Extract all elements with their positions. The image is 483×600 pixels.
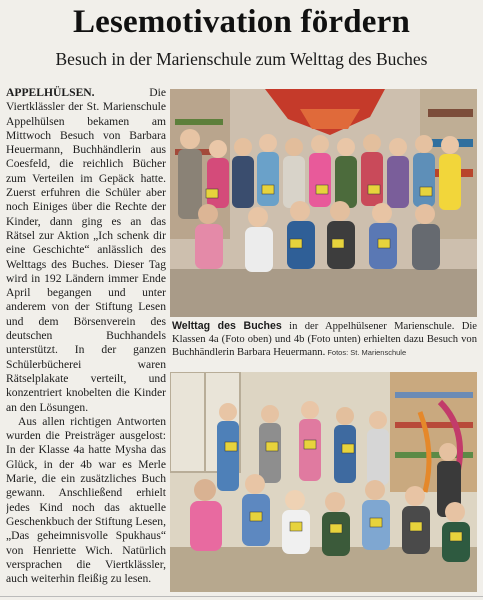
article-paragraph-1: [6, 86, 166, 415]
subheadline: Besuch in der Marienschule zum Welttag des Buches: [55, 49, 428, 69]
article-paragraph-2: Aus allen richtigen Antworten wurden die Preisträger ausgelost: In der Klasse 4a hatte Mysha das Glück, in der 4b war es Merle Marie, die ein zusätzliches Buch gewann. Anschließend erhielt jedes Kind noch das aktuelle Geschenkbuch der Stiftung Lesen, „Das geheimnisvolle Spukhaus“ von Henriette Wich. Natürlich versprachen die Viertklässler, auch weiterhin fleißig zu lesen.: [6, 414, 166, 586]
article-body: [6, 86, 166, 594]
photo-caption: [172, 320, 477, 359]
caption-text: in der Appelhülsener Marienschule. Die Klassen 4a (Foto oben) und 4b (Foto unten) erhielten dazu Besuch von Buchhändlerin Barbara Heuermann.: [172, 321, 477, 358]
class-4b-photo: [170, 372, 477, 592]
headline: Lesemotivation fördern: [72, 4, 411, 40]
class-4a-photo: [170, 89, 477, 317]
dateline: APPELHÜLSEN.: [6, 86, 95, 99]
bottom-rule: [0, 596, 483, 597]
photo-credit: Fotos: St. Marienschule: [325, 348, 407, 357]
paragraph-1-text: Die Viertklässler der St. Marienschule Appelhülsen bekamen am Mittwoch Besuch von Barbara Heuermann, Buchhändlerin aus Coesfeld, die reichlich Bücher zum Verteilen im Gepäck hatte. Zuerst erfuhren die Schüler aber noch Einiges über die Rechte der Kinder, dann ging es an das Rätsel zur Aktion „Ich schenk dir eine Geschichte“ anlässlich des Welttags des Buches. Dieser Tag wird in 192 Ländern immer Ende April begangen und unter anderem von der Stiftung Lesen und dem Börsenverein des deutschen Buchhandels unterstützt. In der ganzen Schülerbücherei waren Rätselplakate verteilt, und konzentriert knobelten die Kinder an den Lösungen.: [6, 86, 166, 414]
class-4a-photo-illustration: [170, 89, 477, 317]
caption-title: Welttag des Buches: [172, 320, 282, 332]
class-4b-photo-illustration: [170, 372, 477, 592]
